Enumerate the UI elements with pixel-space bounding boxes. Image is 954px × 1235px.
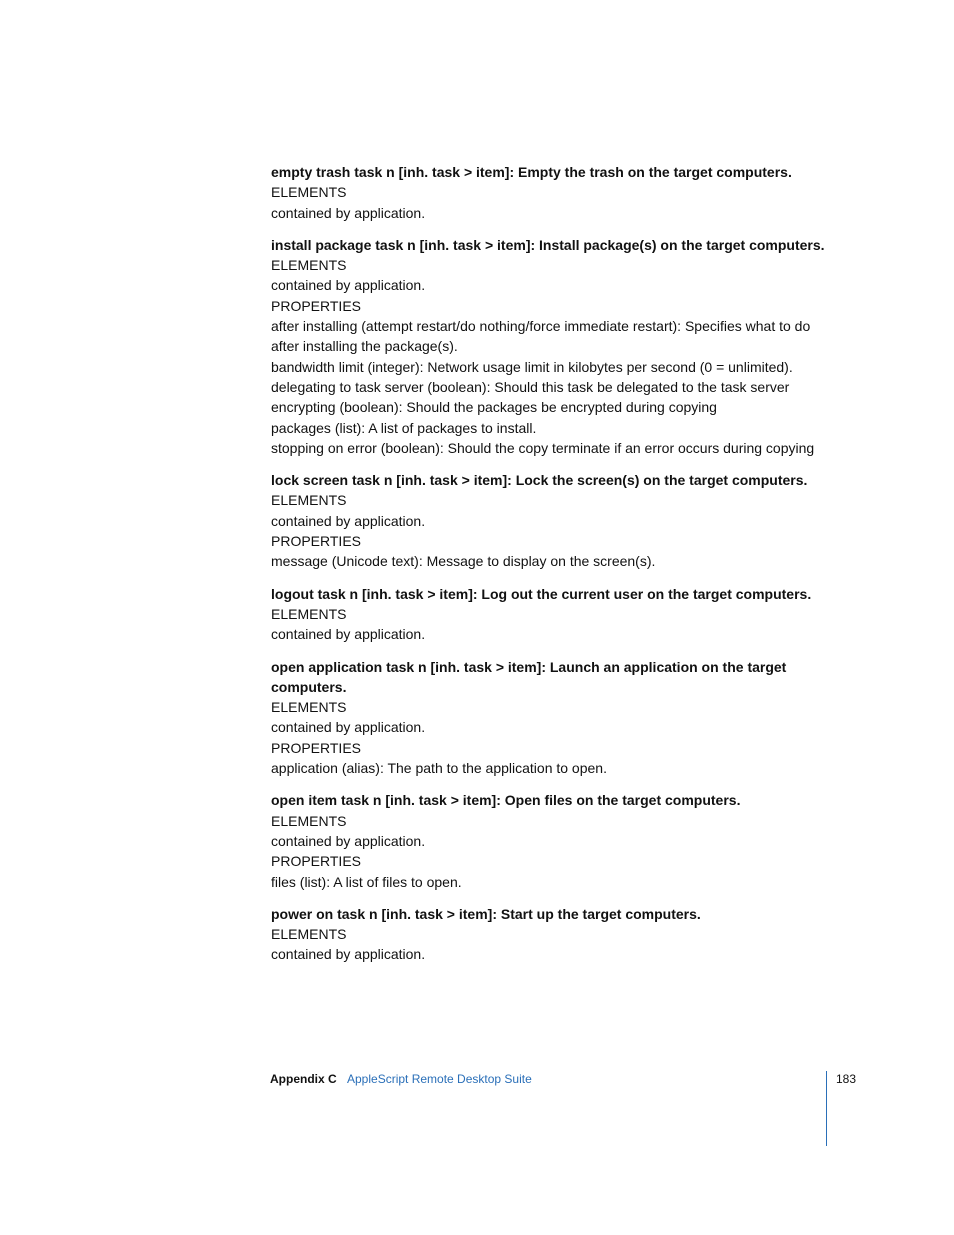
entry-heading: lock screen task n [inh. task > item]: Lock the screen(s) on the target computers. (271, 472, 808, 489)
entry-heading: power on task n [inh. task > item]: Start up the target computers. (271, 905, 701, 922)
page-number: 183 (836, 1072, 857, 1086)
entry-line: ELEMENTS (271, 926, 347, 943)
entry-line: PROPERTIES (271, 297, 361, 314)
footer-divider (826, 1071, 827, 1146)
entry-empty-trash (271, 162, 831, 223)
entry-line: PROPERTIES (271, 739, 361, 756)
footer-suite-link[interactable]: AppleScript Remote Desktop Suite (347, 1072, 532, 1086)
entry-line: contained by application. (271, 512, 426, 529)
entry-line: ELEMENTS (271, 605, 347, 622)
entry-line: contained by application. (271, 832, 426, 849)
entry-logout (271, 584, 831, 645)
entry-line: PROPERTIES (271, 533, 361, 550)
entry-install-package (271, 235, 831, 458)
entry-line: ELEMENTS (271, 812, 347, 829)
entry-line: delegating to task server (boolean): Should this task be delegated to the task server (271, 378, 790, 395)
entry-line: contained by application. (271, 277, 426, 294)
entry-line: ELEMENTS (271, 492, 347, 509)
entry-line: contained by application. (271, 626, 426, 643)
entry-line: encrypting (boolean): Should the packages be encrypted during copying (271, 399, 717, 416)
entry-line: after installing (attempt restart/do nothing/force immediate restart): Specifies what to do after installing the package(s). (271, 318, 811, 355)
entry-open-application (271, 657, 831, 779)
entry-heading: open application task n [inh. task > item]: Launch an application on the target computers. (271, 658, 787, 695)
entry-lock-screen (271, 470, 831, 571)
entry-power-on (271, 904, 831, 965)
entry-heading: logout task n [inh. task > item]: Log out the current user on the target computers. (271, 585, 812, 602)
entry-line: packages (list): A list of packages to install. (271, 419, 537, 436)
entry-heading: open item task n [inh. task > item]: Open files on the target computers. (271, 792, 741, 809)
entry-line: ELEMENTS (271, 257, 347, 274)
entry-heading: install package task n [inh. task > item]: Install package(s) on the target computers. (271, 236, 825, 253)
entry-line: contained by application. (271, 204, 426, 221)
page-footer (270, 1072, 532, 1086)
entry-line: files (list): A list of files to open. (271, 873, 462, 890)
entry-line: bandwidth limit (integer): Network usage limit in kilobytes per second (0 = unlimited). (271, 358, 793, 375)
entry-heading: empty trash task n [inh. task > item]: Empty the trash on the target computers. (271, 164, 792, 180)
entry-line: PROPERTIES (271, 853, 361, 870)
entry-open-item (271, 790, 831, 891)
entry-line: application (alias): The path to the application to open. (271, 760, 607, 777)
entry-line: ELEMENTS (271, 699, 347, 716)
footer-appendix-label: Appendix C (270, 1072, 337, 1086)
entry-line: stopping on error (boolean): Should the copy terminate if an error occurs during copying (271, 439, 815, 456)
entry-line: message (Unicode text): Message to display on the screen(s). (271, 553, 656, 570)
document-body (271, 162, 831, 977)
entry-line: contained by application. (271, 946, 426, 963)
entry-line: ELEMENTS (271, 184, 347, 201)
entry-line: contained by application. (271, 719, 426, 736)
